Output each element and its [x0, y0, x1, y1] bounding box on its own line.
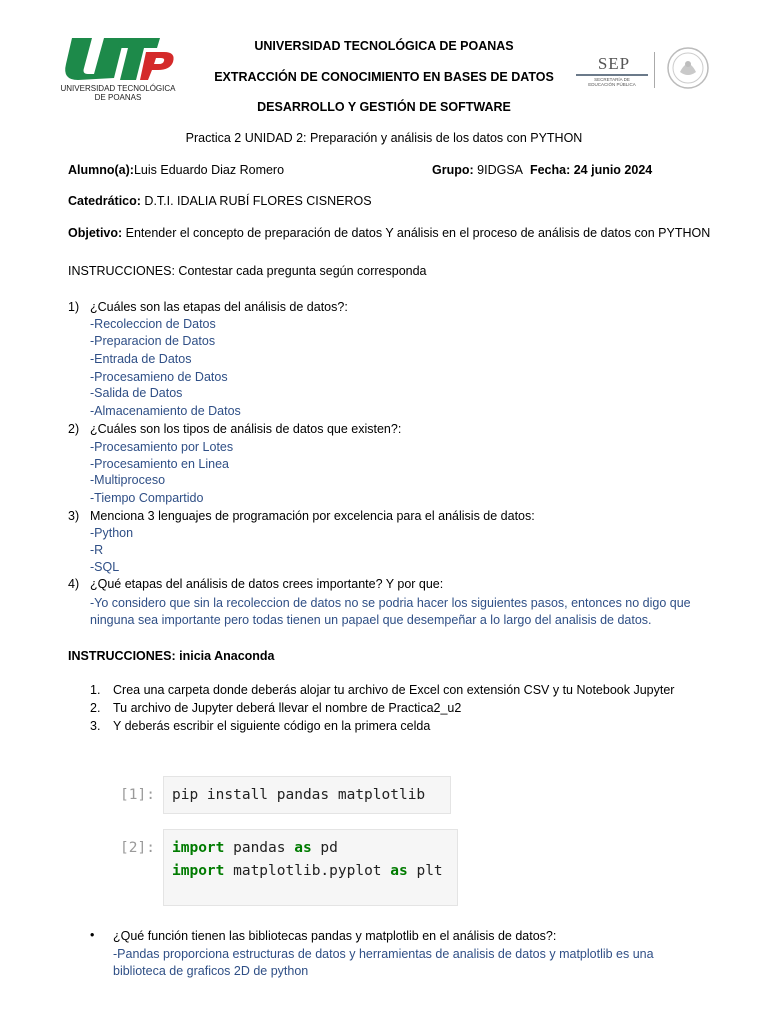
instructions-line: INSTRUCCIONES: Contestar cada pregunta según corresponda	[68, 264, 427, 278]
question-1-answer: -Preparacion de Datos	[90, 334, 216, 348]
question-1-answer: -Procesamieno de Datos	[90, 370, 228, 384]
student-line	[68, 163, 284, 177]
question-1-number: 1)	[68, 300, 80, 314]
question-2-answer: -Procesamiento por Lotes	[90, 440, 234, 454]
anaconda-title: INSTRUCCIONES: inicia Anaconda	[68, 649, 275, 663]
code-text: plt	[407, 863, 443, 879]
step-text: Y deberás escribir el siguiente código en la primera celda	[113, 719, 431, 733]
question-2-answer: -Procesamiento en Linea	[90, 457, 229, 471]
question-3-number: 3)	[68, 509, 80, 523]
question-3-answer: -SQL	[90, 560, 120, 574]
utp-logo-line1: UNIVERSIDAD TECNOLÓGICA	[60, 84, 176, 93]
teacher-line	[68, 194, 372, 208]
keyword: import	[172, 840, 225, 856]
objective-label: Objetivo:	[68, 226, 123, 240]
code-text: matplotlib.pyplot	[224, 863, 391, 879]
group-label: Grupo:	[432, 163, 474, 177]
step-number: 1.	[90, 683, 101, 697]
keyword: as	[390, 863, 408, 879]
step-text: Tu archivo de Jupyter deberá llevar el nombre de Practica2_u2	[113, 701, 462, 715]
cell-1-prompt: [1]:	[120, 787, 155, 803]
question-4-number: 4)	[68, 577, 80, 591]
keyword: import	[172, 863, 225, 879]
objective-value: Entender el concepto de preparación de datos Y análisis en el proceso de análisis de datos con PYTHON	[122, 226, 711, 240]
utp-logo-line2: DE POANAS	[94, 93, 142, 102]
question-1-answer: -Almacenamiento de Datos	[90, 404, 241, 418]
group-value: 9IDGSA	[473, 163, 523, 177]
question-1-answer: -Salida de Datos	[90, 386, 183, 400]
code-cell-2	[163, 829, 458, 906]
question-4-answer: -Yo considero que sin la recoleccion de datos no se podria hacer los siguientes pasos, entonces no digo que	[90, 596, 691, 610]
teacher-value: D.T.I. IDALIA RUBÍ FLORES CISNEROS	[140, 194, 372, 208]
final-answer-line-1: -Pandas proporciona estructuras de datos y herramientas de analisis de datos y matplotlib es una	[113, 947, 654, 961]
course-title: EXTRACCIÓN DE CONOCIMIENTO EN BASES DE DATOS	[214, 70, 554, 84]
cell-2-line-2	[172, 863, 443, 879]
question-1-answer: -Entrada de Datos	[90, 352, 192, 366]
code-text: pd	[311, 840, 338, 856]
question-4-answer: ninguna sea importante pero todas tienen un papael que desempeñar a lo largo del analisis de datos.	[90, 613, 652, 627]
program-title: DESARROLLO Y GESTIÓN DE SOFTWARE	[257, 100, 511, 114]
sep-logo-line2: EDUCACIÓN PÚBLICA	[588, 82, 636, 87]
sep-logo-line1: SECRETARÍA DE	[594, 77, 630, 82]
step-number: 2.	[90, 701, 101, 715]
question-3-answer: -R	[90, 543, 104, 557]
group-line	[432, 163, 652, 177]
sep-logo-mark: SEP	[597, 54, 631, 73]
practice-title: Practica 2 UNIDAD 2: Preparación y análisis de los datos con PYTHON	[185, 131, 583, 145]
university-title: UNIVERSIDAD TECNOLÓGICA DE POANAS	[254, 39, 514, 53]
question-3-answer: -Python	[90, 526, 134, 540]
keyword: as	[294, 840, 312, 856]
question-1-answer: -Recoleccion de Datos	[90, 317, 216, 331]
question-4-text: ¿Qué etapas del análisis de datos crees importante? Y por que:	[90, 577, 444, 591]
question-2-answer: -Multiproceso	[90, 473, 166, 487]
question-2-text: ¿Cuáles son los tipos de análisis de datos que existen?:	[90, 422, 402, 436]
question-1-text: ¿Cuáles son las etapas del análisis de datos?:	[90, 300, 348, 314]
final-answer-line-2: biblioteca de graficos 2D de python	[113, 964, 309, 978]
cell-2-prompt: [2]:	[120, 840, 155, 856]
final-bullet: •	[90, 928, 95, 942]
student-value: Luis Eduardo Diaz Romero	[133, 163, 285, 177]
code-text: pandas	[224, 840, 295, 856]
objective-line	[68, 226, 710, 240]
final-question: ¿Qué función tienen las bibliotecas pandas y matplotlib en el análisis de datos?:	[113, 929, 557, 943]
date-label: Fecha: 24 junio 2024	[529, 163, 653, 177]
question-2-number: 2)	[68, 422, 80, 436]
question-3-text: Menciona 3 lenguajes de programación por excelencia para el análisis de datos:	[90, 509, 535, 523]
step-text: Crea una carpeta donde deberás alojar tu archivo de Excel con extensión CSV y tu Notebook Jupyter	[113, 683, 675, 697]
student-label: Alumno(a):	[68, 163, 134, 177]
code-cell-1	[163, 776, 451, 814]
question-2-answer: -Tiempo Compartido	[90, 491, 204, 505]
cell-2-line-1	[172, 840, 338, 856]
cell-1-line: pip install pandas matplotlib	[172, 787, 426, 803]
teacher-label: Catedrático:	[68, 194, 141, 208]
step-number: 3.	[90, 719, 101, 733]
